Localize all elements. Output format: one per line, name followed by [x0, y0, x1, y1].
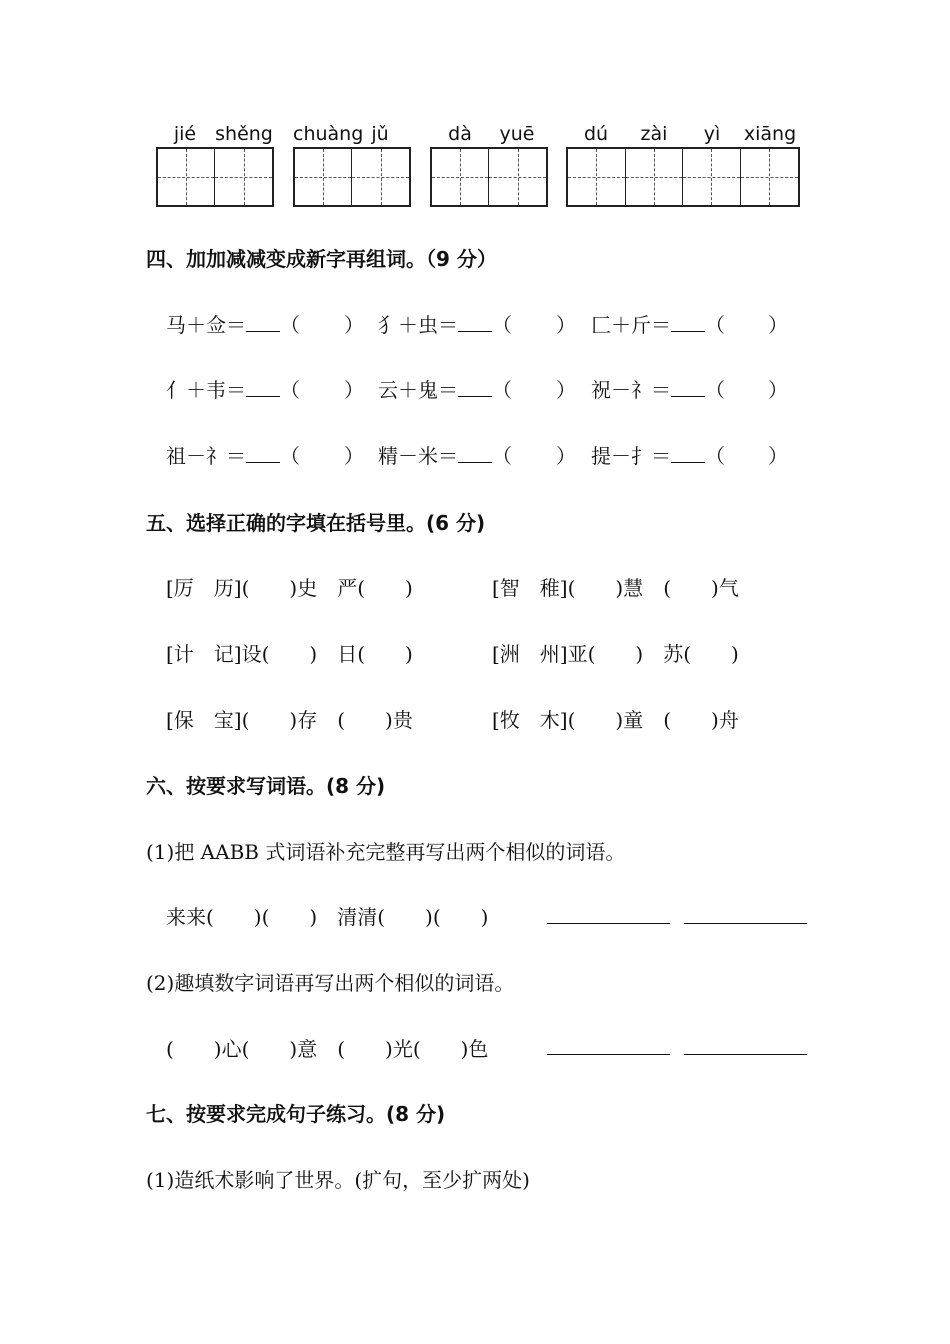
expr: 犭＋虫＝ [378, 313, 458, 337]
section7-heading: 七、按要求完成句子练习。(8 分) [146, 1102, 446, 1126]
pinyin-jie: jié [173, 123, 197, 145]
pinyin-chuang: chuàng [293, 123, 364, 145]
s5-row1-right: [智 稚]( )慧 ( )气 [492, 576, 739, 600]
writing-cell[interactable] [741, 149, 799, 205]
s4-row2-item1 [166, 374, 300, 403]
open-paren: （ [492, 444, 512, 468]
s4-close-paren: ） [768, 313, 788, 337]
writing-box-group-3[interactable] [430, 147, 548, 207]
s5-row2-left: [计 记]设( ) 日( ) [166, 642, 413, 666]
s4-close-paren: ） [344, 313, 364, 337]
answer-blank[interactable] [671, 444, 705, 463]
s4-close-paren: ） [344, 444, 364, 468]
writing-cell[interactable] [352, 149, 409, 205]
writing-cell[interactable] [568, 149, 626, 205]
answer-blank[interactable] [458, 313, 492, 332]
s4-row2-item3 [591, 374, 725, 403]
s5-row3-right: [牧 木]( )童 ( )舟 [492, 708, 739, 732]
writing-cell[interactable] [489, 149, 546, 205]
pinyin-zai: zài [640, 123, 668, 145]
pinyin-du: dú [583, 123, 609, 145]
open-paren: （ [492, 313, 512, 337]
s6-q1-answer-line: 来来( )( ) 清清( )( ) [166, 905, 489, 929]
s4-close-paren: ） [556, 378, 576, 402]
pinyin-sheng: shěng [215, 123, 273, 145]
s6-q2-answer-line: ( )心( )意 ( )光( )色 [166, 1037, 489, 1061]
pinyin-ju: jǔ [371, 123, 389, 145]
s5-row2-right: [洲 州]亚( ) 苏( ) [492, 642, 739, 666]
s4-row1-item3 [591, 309, 725, 338]
open-paren: （ [280, 378, 300, 402]
s4-close-paren: ） [768, 378, 788, 402]
expr: 祝－礻＝ [591, 378, 671, 402]
writing-cell[interactable] [295, 149, 352, 205]
s6-q1-blank-1[interactable] [547, 923, 670, 924]
s4-close-paren: ） [344, 378, 364, 402]
answer-blank[interactable] [246, 313, 280, 332]
section4-heading: 四、加加减减变成新字再组词。（9 分） [146, 247, 497, 271]
open-paren: （ [280, 313, 300, 337]
writing-cell[interactable] [683, 149, 741, 205]
s4-row1-item1 [166, 309, 300, 338]
expr: 马＋佥＝ [166, 313, 246, 337]
section6-heading: 六、按要求写词语。(8 分) [146, 774, 386, 798]
s4-row2-item2 [378, 374, 512, 403]
section5-heading: 五、选择正确的字填在括号里。(6 分) [146, 511, 486, 535]
pinyin-yi: yì [703, 123, 721, 145]
answer-blank[interactable] [671, 313, 705, 332]
expr: 祖－礻＝ [166, 444, 246, 468]
open-paren: （ [705, 313, 725, 337]
expr: 匚＋斤＝ [591, 313, 671, 337]
writing-cell[interactable] [215, 149, 272, 205]
answer-blank[interactable] [246, 378, 280, 397]
open-paren: （ [705, 444, 725, 468]
s6-q2-blank-1[interactable] [547, 1054, 670, 1055]
open-paren: （ [492, 378, 512, 402]
pinyin-da: dà [448, 123, 472, 145]
s5-row1-left: [厉 历]( )史 严( ) [166, 576, 413, 600]
s7-question-1: (1)造纸术影响了世界。(扩句，至少扩两处) [146, 1168, 530, 1192]
s6-question-2: (2)趣填数字词语再写出两个相似的词语。 [146, 971, 515, 995]
expr: 精－米＝ [378, 444, 458, 468]
s4-close-paren: ） [768, 444, 788, 468]
expr: 提－扌＝ [591, 444, 671, 468]
answer-blank[interactable] [246, 444, 280, 463]
open-paren: （ [705, 378, 725, 402]
writing-box-group-1[interactable] [156, 147, 274, 207]
expr: 云＋鬼＝ [378, 378, 458, 402]
s6-q2-blank-2[interactable] [684, 1054, 807, 1055]
expr: 亻＋韦＝ [166, 378, 246, 402]
s4-row3-item2 [378, 440, 512, 469]
s6-question-1: (1)把 AABB 式词语补充完整再写出两个相似的词语。 [146, 840, 626, 864]
answer-blank[interactable] [458, 378, 492, 397]
s4-row1-item2 [378, 309, 512, 338]
s5-row3-left: [保 宝]( )存 ( )贵 [166, 708, 413, 732]
answer-blank[interactable] [671, 378, 705, 397]
s4-row3-item3 [591, 440, 725, 469]
s6-q1-blank-2[interactable] [684, 923, 807, 924]
writing-box-group-2[interactable] [293, 147, 411, 207]
s4-close-paren: ） [556, 444, 576, 468]
writing-cell[interactable] [432, 149, 489, 205]
pinyin-xiang: xiāng [743, 123, 797, 145]
s4-close-paren: ） [556, 313, 576, 337]
open-paren: （ [280, 444, 300, 468]
answer-blank[interactable] [458, 444, 492, 463]
pinyin-yue: yuē [499, 123, 535, 145]
s4-row3-item1 [166, 440, 300, 469]
writing-cell[interactable] [158, 149, 215, 205]
writing-box-group-4[interactable] [566, 147, 800, 207]
writing-cell[interactable] [626, 149, 684, 205]
